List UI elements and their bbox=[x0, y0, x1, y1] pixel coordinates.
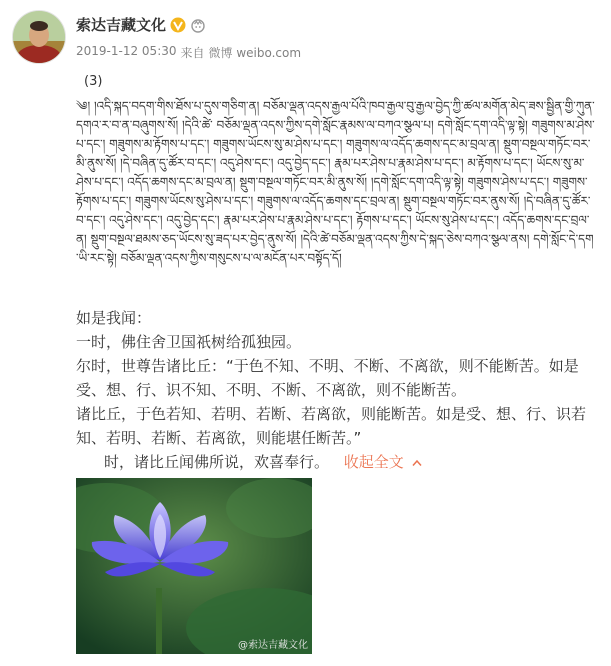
post-number: (3) bbox=[84, 74, 103, 89]
post-source[interactable]: 微博 weibo.com bbox=[208, 46, 302, 60]
source-prefix: 来自 bbox=[180, 46, 205, 60]
post-image[interactable] bbox=[76, 478, 312, 654]
author-block bbox=[76, 14, 206, 35]
chevron-up-icon bbox=[412, 459, 422, 467]
chinese-line: 诸比丘，于色若知、若明、若断、若离欲，则能断苦。如是受、想、行、识若知、若明、若断、若离欲，则能堪任断苦。” bbox=[76, 405, 587, 447]
author-name[interactable]: 索达吉藏文化 bbox=[76, 16, 167, 34]
collapse-label: 收起全文 bbox=[343, 453, 404, 471]
chinese-line-last bbox=[76, 450, 596, 474]
image-watermark: @索达吉藏文化 bbox=[238, 640, 308, 651]
chinese-line: 一时，佛住舍卫国祇树给孤独园。 bbox=[76, 333, 302, 351]
post-body-tibetan bbox=[76, 72, 596, 268]
post-body-chinese bbox=[76, 306, 596, 474]
chinese-line: 如是我闻： bbox=[76, 309, 152, 327]
avatar[interactable] bbox=[12, 10, 66, 64]
post-timestamp[interactable]: 2019-1-12 05:30 bbox=[76, 44, 177, 58]
post-meta bbox=[76, 44, 301, 61]
crown-icon[interactable] bbox=[190, 17, 206, 33]
tibetan-text: ༄། །འདི་སྐད་བདག་གིས་ཐོས་པ་དུས་གཅིག་ན། བཅོམ་ལྡན་འདས་རྒྱལ་པོའི་ཁབ་རྒྱལ་བུ་རྒྱལ་བྱེད་ཀྱི་ཚལ་མགོན་མེད་ཟས་སྦྱིན་གྱི་ཀུན་དགའ་ར་བ་ན་བཞུགས་སོ། །དེའི་ཚེ་ བཅོམ་ལྡན་འདས་ཀྱིས་དགེ་སློང་རྣམས་ལ་བཀའ་སྩལ་པ། དགེ་སློང་དག་འདི་ལྟ་སྟེ། གཟུགས་མ་ཤེས་པ་དང་། གཟུགས་མ་རྟོགས་པ་དང་། གཟུགས་ཡོངས་སུ་མ་ཤེས་པ་དང་། གཟུགས་ལ་འདོད་ཆགས་དང་མ་བྲལ་ན། སྡུག་བསྔལ་གཏོང་བར་མི་ནུས་སོ། །དེ་བཞིན་དུ་ཚོར་བ་དང་། འདུ་ཤེས་དང་། འདུ་བྱེད་དང་། རྣམ་པར་ཤེས་པ་རྣམ་ཤེས་པ་དང་། མ་རྟོགས་པ་དང་། ཡོངས་སུ་མ་ཤེས་པ་དང་། འདོད་ཆགས་དང་མ་བྲལ་ན། སྡུག་བསྔལ་གཏོང་བར་མི་ནུས་སོ། །དགེ་སློང་དག་འདི་ལྟ་སྟེ། གཟུགས་ཤེས་པ་དང་། གཟུགས་རྟོགས་པ་དང་། གཟུགས་ཡོངས་སུ་ཤེས་པ་དང་། གཟུགས་ལ་འདོད་ཆགས་དང་བྲལ་ན། སྡུག་བསྔལ་གཏོང་བར་ནུས་སོ། །དེ་བཞིན་དུ་ཚོར་བ་དང་། འདུ་ཤེས་དང་། འདུ་བྱེད་དང་། རྣམ་པར་ཤེས་པ་རྣམ་ཤེས་པ་དང་། རྟོགས་པ་དང་། ཡོངས་སུ་ཤེས་པ་དང་། འདོད་ཆགས་དང་བྲལ་ན། སྡུག་བསྔལ་ཐམས་ཅད་ཡོངས་སུ་ཟད་པར་བྱེད་ནུས་སོ། །དེའི་ཚེ་བཅོམ་ལྡན་འདས་ཀྱིས་དེ་སྐད་ཅེས་བཀའ་སྩལ་ནས། དགེ་སློང་དེ་དག་ཡི་རང་སྟེ། བཅོམ་ལྡན་འདས་ཀྱིས་གསུངས་པ་ལ་མངོན་པར་བསྟོད་དོ། bbox=[76, 99, 595, 265]
verified-v-icon[interactable] bbox=[170, 17, 186, 33]
collapse-link[interactable] bbox=[344, 453, 422, 471]
avatar-portrait-icon bbox=[13, 11, 65, 63]
lotus-flower-image bbox=[76, 478, 312, 654]
chinese-line: 尔时，世尊告诸比丘：“于色不知、不明、不断、不离欲，则不能断苦。如是受、想、行、识不知、不明、不断、不离欲，则不能断苦。 bbox=[76, 357, 579, 399]
chinese-line: 时，诸比丘闻佛所说，欢喜奉行。 bbox=[104, 453, 330, 471]
